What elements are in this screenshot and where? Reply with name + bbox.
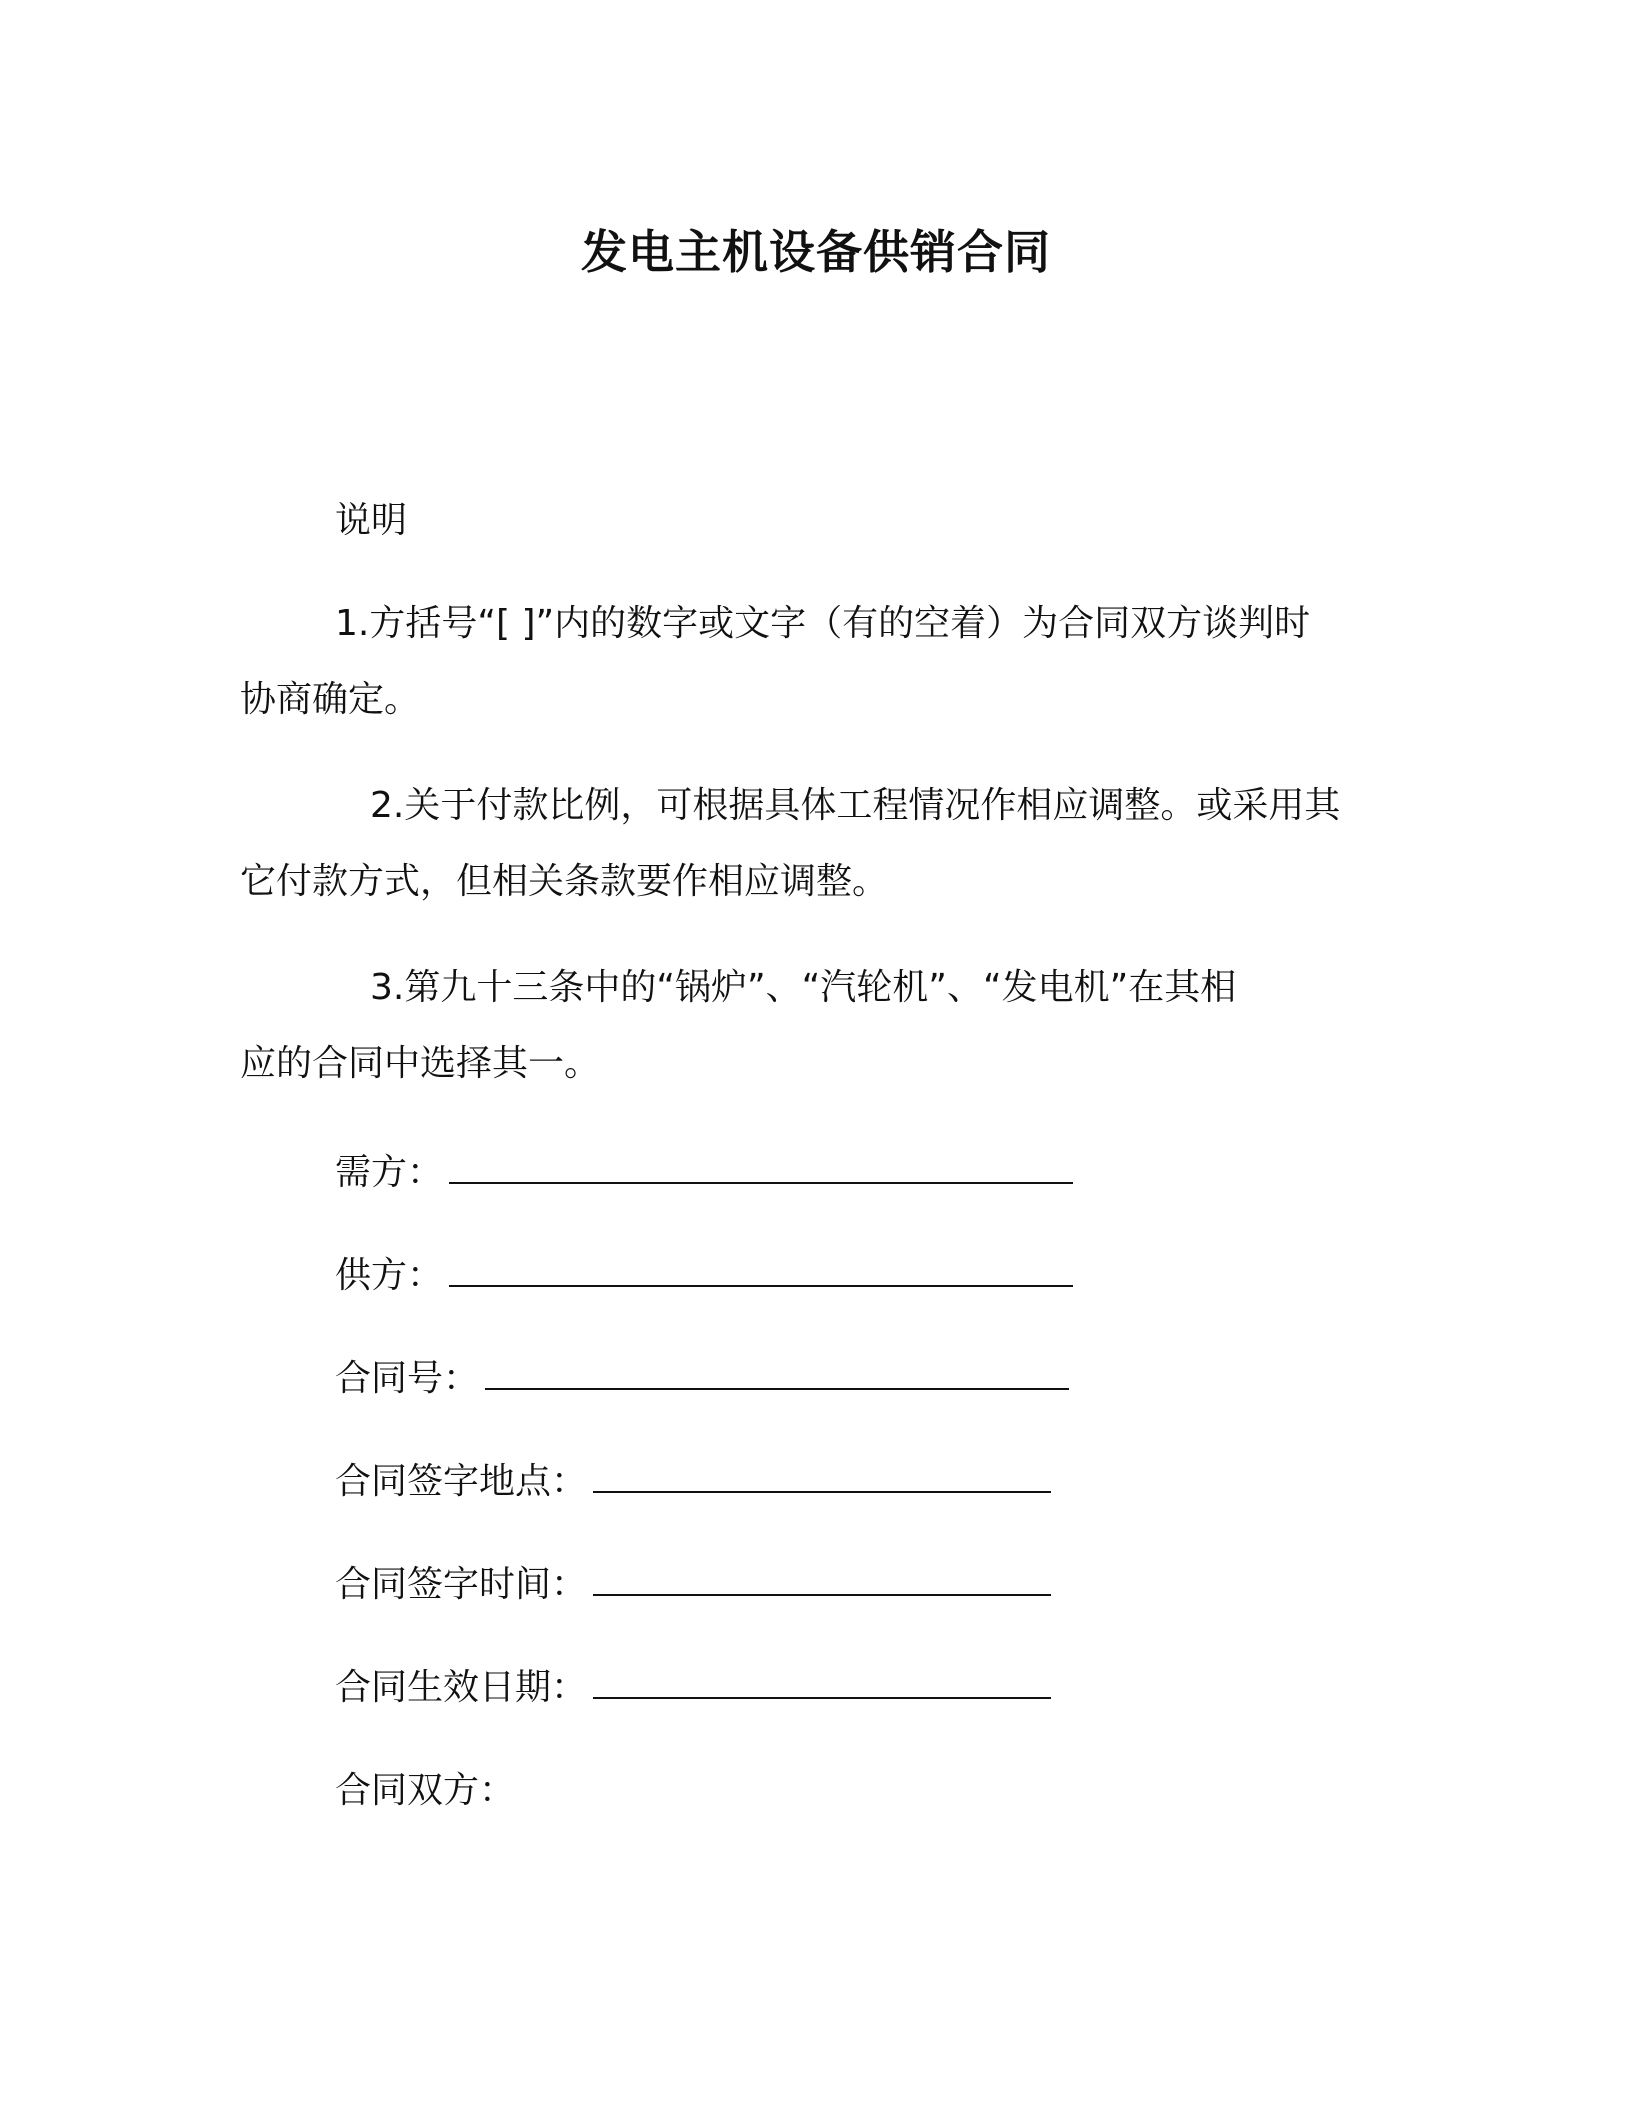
field-effective-date — [335, 1663, 1051, 1713]
field-buyer — [335, 1148, 1073, 1198]
field-signing-place-label: 合同签字地点： — [335, 1461, 588, 1502]
field-signing-place-blank-line — [593, 1461, 1051, 1493]
field-effective-date-label: 合同生效日期： — [335, 1667, 588, 1708]
field-contract-parties — [335, 1766, 515, 1816]
field-buyer-blank-line — [449, 1152, 1073, 1184]
field-supplier-blank-line — [449, 1255, 1073, 1287]
field-buyer-label: 需方： — [335, 1152, 444, 1193]
note-1-line-1: 1.方括号“[ ]”内的数字或文字（有的空着）为合同双方谈判时 — [335, 603, 1311, 644]
field-supplier-label: 供方： — [335, 1255, 444, 1296]
field-contract-parties-label: 合同双方： — [335, 1770, 516, 1811]
note-1-line-2: 协商确定。 — [240, 679, 421, 720]
note-paragraph-1 — [240, 586, 1370, 738]
note-2-line-1: 2.关于付款比例，可根据具体工程情况作相应调整。或采用其 — [370, 785, 1341, 826]
field-contract-number-blank-line — [485, 1358, 1069, 1390]
note-paragraph-3 — [240, 950, 1370, 1102]
note-2-line-2: 它付款方式，但相关条款要作相应调整。 — [240, 861, 889, 902]
field-signing-time-label: 合同签字时间： — [335, 1564, 588, 1605]
field-signing-place — [335, 1457, 1051, 1507]
document-title: 发电主机设备供销合同 — [581, 225, 1051, 279]
note-3-line-1: 3.第九十三条中的“锅炉”、“汽轮机”、“发电机”在其相 — [370, 967, 1237, 1008]
note-paragraph-2 — [240, 768, 1370, 920]
notes-heading: 说明 — [335, 500, 408, 541]
field-contract-number — [335, 1354, 1069, 1404]
field-supplier — [335, 1251, 1073, 1301]
note-3-line-2: 应的合同中选择其一。 — [240, 1043, 601, 1084]
field-signing-time-blank-line — [593, 1564, 1051, 1596]
field-contract-number-label: 合同号： — [335, 1358, 480, 1399]
field-signing-time — [335, 1560, 1051, 1610]
field-effective-date-blank-line — [593, 1667, 1051, 1699]
